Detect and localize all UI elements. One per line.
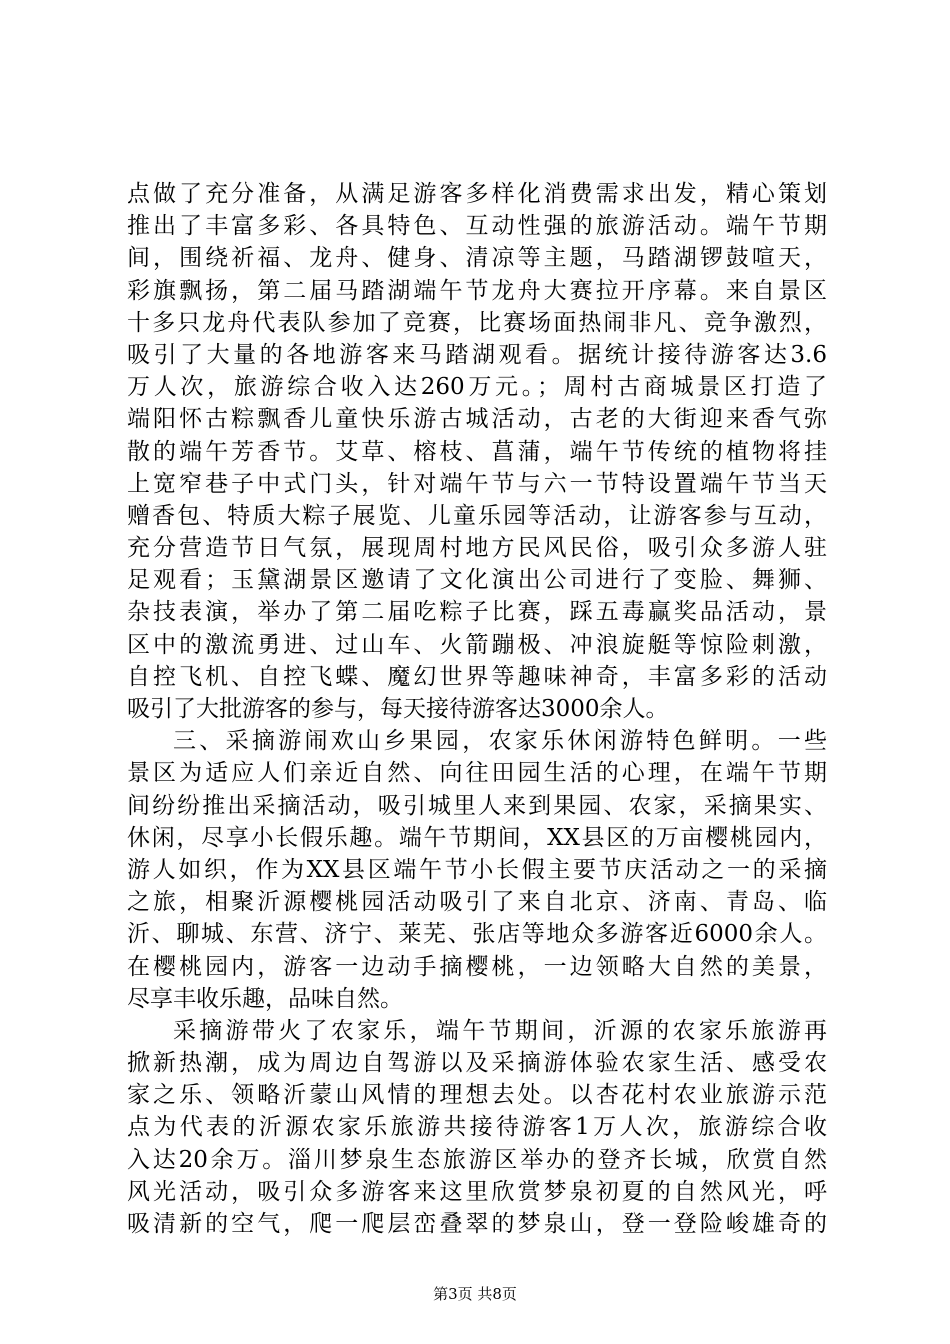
text-line: 散的端午芳香节。艾草、榕枝、菖蒲，端午节传统的植物将挂: [127, 438, 827, 465]
text-line: 点做了充分准备，从满足游客多样化消费需求出发，精心策划: [127, 181, 827, 207]
text-line: 杂技表演，举办了第二届吃粽子比赛，踩五毒赢奖品活动，景: [127, 599, 827, 626]
text-line: 自控飞机、自控飞蝶、魔幻世界等趣味神奇，丰富多彩的活动: [127, 663, 827, 690]
text-line: 入达20余万。淄川梦泉生态旅游区举办的登齐长城，欣赏自然: [127, 1146, 827, 1173]
text-line: 休闲，尽享小长假乐趣。端午节期间，XX县区的万亩樱桃园内，: [127, 824, 827, 851]
paragraph-end-line: 吸引了大批游客的参与，每天接待游客达3000余人。: [127, 696, 669, 722]
text-line: 吸清新的空气，爬一爬层峦叠翠的梦泉山，登一登险峻雄奇的: [127, 1211, 827, 1237]
text-line: 端阳怀古粽飘香儿童快乐游古城活动，古老的大街迎来香气弥: [127, 406, 827, 433]
text-line: 充分营造节日气氛，展现周村地方民风民俗，吸引众多游人驻: [127, 535, 827, 562]
text-line: 足观看；玉黛湖景区邀请了文化演出公司进行了变脸、舞狮、: [127, 567, 827, 594]
text-line: 风光活动，吸引众多游客来这里欣赏梦泉初夏的自然风光，呼: [127, 1178, 827, 1205]
document-body: [127, 178, 827, 1240]
text-line: 十多只龙舟代表队参加了竞赛，比赛场面热闹非凡、竞争激烈，: [127, 309, 827, 336]
text-line: 游人如织，作为XX县区端午节小长假主要节庆活动之一的采摘: [127, 856, 827, 883]
text-line: 沂、聊城、东营、济宁、莱芜、张店等地众多游客近6000余人。: [127, 921, 827, 948]
text-line: 景区为适应人们亲近自然、向往田园生活的心理，在端午节期: [127, 760, 827, 787]
page-number-footer: 第3页 共8页: [433, 1285, 517, 1303]
text-line: 家之乐、领略沂蒙山风情的理想去处。以杏花村农业旅游示范: [127, 1082, 827, 1109]
text-line: 掀新热潮，成为周边自驾游以及采摘游体验农家生活、感受农: [127, 1050, 827, 1077]
text-line: 上宽窄巷子中式门头，针对端午节与六一节特设置端午节当天: [127, 470, 827, 497]
text-line: 吸引了大量的各地游客来马踏湖观看。据统计接待游客达3.6: [127, 341, 827, 368]
text-line: 彩旗飘扬，第二届马踏湖端午节龙舟大赛拉开序幕。来自景区: [127, 277, 827, 304]
text-line: 间，围绕祈福、龙舟、健身、清凉等主题，马踏湖锣鼓喧天，: [127, 245, 827, 272]
paragraph-end-line: 尽享丰收乐趣，品味自然。: [127, 985, 403, 1012]
text-line: 推出了丰富多彩、各具特色、互动性强的旅游活动。端午节期: [127, 213, 827, 240]
text-line: 在樱桃园内，游客一边动手摘樱桃，一边领略大自然的美景，: [127, 953, 827, 980]
text-line: 区中的激流勇进、过山车、火箭蹦极、冲浪旋艇等惊险刺激，: [127, 631, 827, 658]
text-line: 间纷纷推出采摘活动，吸引城里人来到果园、农家，采摘果实、: [127, 792, 827, 819]
text-line: 之旅，相聚沂源樱桃园活动吸引了来自北京、济南、青岛、临: [127, 889, 827, 916]
section-heading-line: 三、采摘游闹欢山乡果园，农家乐休闲游特色鲜明。一些: [173, 728, 827, 755]
text-line: 万人次，旅游综合收入达260万元。；周村古商城景区打造了: [127, 374, 827, 401]
text-line: 赠香包、特质大粽子展览、儿童乐园等活动，让游客参与互动，: [127, 502, 827, 529]
paragraph-start-line: 采摘游带火了农家乐，端午节期间，沂源的农家乐旅游再: [173, 1017, 827, 1044]
text-line: 点为代表的沂源农家乐旅游共接待游客1万人次，旅游综合收: [127, 1114, 827, 1141]
